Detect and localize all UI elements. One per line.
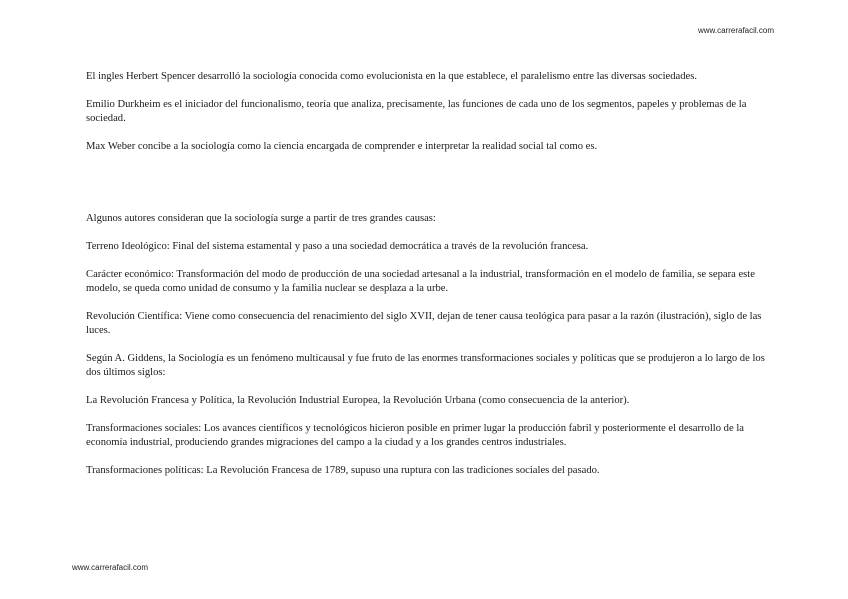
footer-url: www.carrerafacil.com [72,563,149,572]
paragraph-social-transformations: Transformaciones sociales: Los avances científicos y tecnológicos hicieron posible en primer lugar la producción fabril y posteriormente el desarrollo de la economía industrial, produciendo grandes migraciones del campo a la ciudad y a los grandes centros industriales. [86,423,744,448]
paragraph-spencer: El ingles Herbert Spencer desarrolló la sociología conocida como evolucionista en la que establece, el paralelismo entre las diversas sociedades. [86,71,697,82]
document-body [86,70,766,492]
paragraph-weber: Max Weber concibe a la sociología como la ciencia encargada de comprender e interpretar la realidad social tal como es. [86,141,598,152]
paragraph-revolutions: La Revolución Francesa y Política, la Revolución Industrial Europea, la Revolución Urbana (como consecuencia de la anterior). [86,395,630,406]
paragraph-causes-intro: Algunos autores consideran que la sociología surge a partir de tres grandes causas: [86,213,436,224]
paragraph-ideological: Terreno Ideológico: Final del sistema estamental y paso a una sociedad democrática a través de la revolución francesa. [86,241,589,252]
paragraph-political-transformations: Transformaciones políticas: La Revolución Francesa de 1789, supuso una ruptura con las tradiciones sociales del pasado. [86,465,600,476]
header-url: www.carrerafacil.com [697,26,774,35]
paragraph-scientific: Revolución Científica: Viene como consecuencia del renacimiento del siglo XVII, dejan de tener causa teológica para pasar a la razón (ilustración), siglo de las luces. [86,311,762,336]
paragraph-durkheim: Emilio Durkheim es el iniciador del funcionalismo, teoría que analiza, precisamente, las funciones de cada uno de los segmentos, papeles y problemas de la sociedad. [86,99,747,124]
paragraph-economic: Carácter económico: Transformación del modo de producción de una sociedad artesanal a la industrial, transformación en el modelo de familia, se separa este modelo, se queda como unidad de consumo y la familia nuclear se desplaza a la urbe. [86,269,755,294]
section-gap [86,168,766,212]
paragraph-giddens: Según A. Giddens, la Sociología es un fenómeno multicausal y fue fruto de las enormes transformaciones sociales y políticas que se produjeron a lo largo de los dos últimos siglos: [86,353,765,378]
